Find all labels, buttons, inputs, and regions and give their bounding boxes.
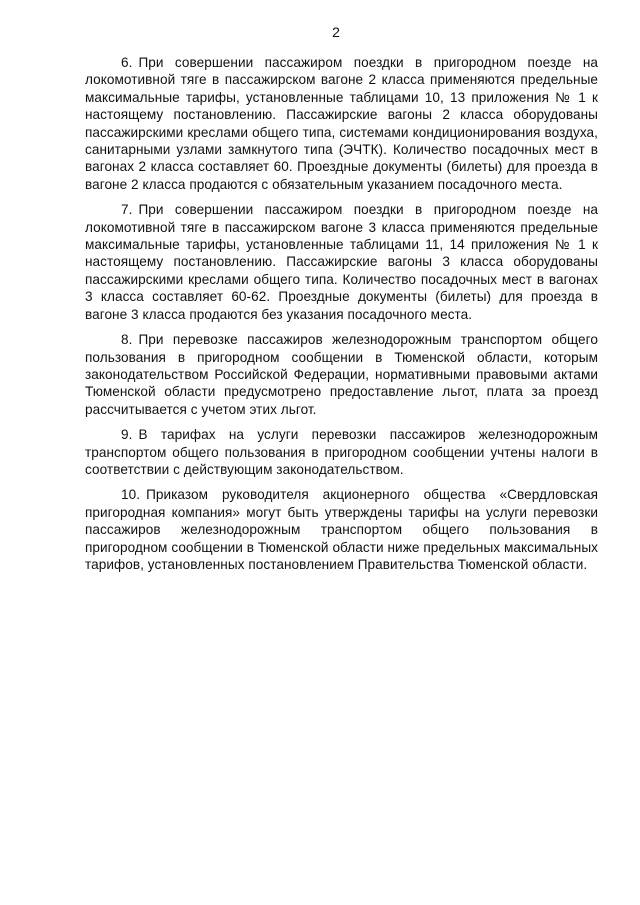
- document-body: [85, 54, 598, 581]
- paragraph-8: [85, 331, 598, 418]
- paragraph-text: Приказом руководителя акционерного общества «Свердловская пригородная компания» могут быть утверждены тарифы на услуги перевозки пассажиров железнодорожным транспортом общего пользования в пригородном сообщении в Тюменской области ниже предельных максимальных тарифов, установленных постановлением Правительства Тюменской области.: [85, 487, 598, 572]
- paragraph-text: При совершении пассажиром поездки в пригородном поезде на локомотивной тяге в пассажирском вагоне 3 класса применяются предельные максимальные тарифы, установленные таблицами 11, 14 приложения № 1 к настоящему постановлению. Пассажирские вагоны 3 класса оборудованы пассажирскими креслами общего типа. Количество посадочных мест в вагонах 3 класса составляет 60-62. Проездные документы (билеты) для проезда в вагоне 3 класса продаются без указания посадочного места.: [85, 202, 598, 322]
- paragraph-number: 9.: [121, 427, 133, 443]
- paragraph-10: [85, 486, 598, 573]
- page-number: 2: [332, 24, 340, 40]
- paragraph-9: [85, 426, 598, 478]
- paragraph-6: [85, 54, 598, 193]
- paragraph-number: 7.: [121, 202, 133, 218]
- paragraph-text: При перевозке пассажиров железнодорожным транспортом общего пользования в пригородном сообщении в Тюменской области, которым законодательством Российской Федерации, нормативными правовыми актами Тюменской области предусмотрено предоставление льгот, плата за проезд рассчитывается с учетом этих льгот.: [85, 332, 598, 417]
- paragraph-number: 10.: [121, 487, 141, 503]
- paragraph-text: При совершении пассажиром поездки в пригородном поезде на локомотивной тяге в пассажирском вагоне 2 класса применяются предельные максимальные тарифы, установленные таблицами 10, 13 приложения № 1 к настоящему постановлению. Пассажирские вагоны 2 класса оборудованы пассажирскими креслами общего типа, системами кондиционирования воздуха, санитарными узлами замкнутого типа (ЭЧТК). Количество посадочных мест в вагонах 2 класса составляет 60. Проездные документы (билеты) для проезда в вагоне 2 класса продаются с обязательным указанием посадочного места.: [85, 55, 598, 192]
- paragraph-text: В тарифах на услуги перевозки пассажиров железнодорожным транспортом общего пользования в пригородном сообщении учтены налоги в соответствии с действующим законодательством.: [85, 427, 598, 477]
- paragraph-7: [85, 201, 598, 323]
- paragraph-number: 8.: [121, 332, 133, 348]
- paragraph-number: 6.: [121, 55, 133, 70]
